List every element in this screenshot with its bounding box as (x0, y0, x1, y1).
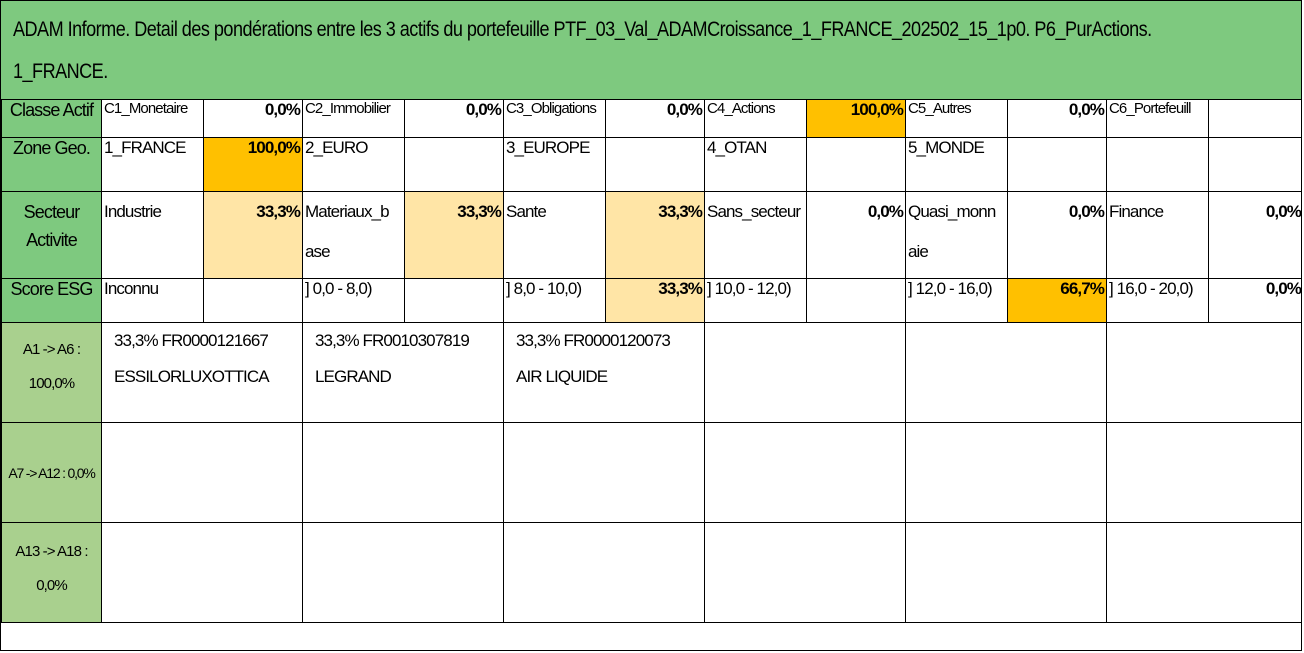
row-header-secteur-l2: Activite (26, 230, 77, 250)
row-header-secteur-l1: Secteur (23, 202, 80, 222)
cell-label[interactable]: ] 12,0 - 16,0) (906, 279, 1008, 323)
cell-value[interactable] (606, 138, 705, 192)
asset-cell-empty[interactable] (906, 523, 1107, 623)
asset-cell-empty[interactable] (705, 423, 906, 523)
cell-label[interactable]: C1_Monetaire (102, 100, 204, 138)
row-zone-geo (2, 138, 1303, 192)
report-title-line2: 1_FRANCE. (13, 60, 108, 83)
asset-cell[interactable] (102, 323, 303, 423)
cell-label-l1: Materiaux_b (305, 202, 389, 221)
row-secteur-activite (2, 192, 1303, 279)
asset-cell-empty[interactable] (906, 423, 1107, 523)
asset-cell-empty[interactable] (906, 323, 1107, 423)
asset-weight-isin: 33,3% FR0000121667 (114, 331, 268, 350)
cell-label-l1: Sante (506, 202, 546, 221)
assets-header-l2: 100,0% (28, 375, 75, 392)
row-assets-a7-a12 (2, 423, 1303, 523)
cell-label-l1: Finance (1109, 202, 1164, 221)
asset-weight-isin: 33,3% FR0000120073 (516, 331, 670, 350)
asset-cell-empty[interactable] (705, 323, 906, 423)
cell-value[interactable] (807, 138, 906, 192)
cell-value[interactable] (405, 138, 504, 192)
cell-label[interactable]: C2_Immobilier (303, 100, 405, 138)
asset-cell-empty[interactable] (504, 523, 705, 623)
cell-label[interactable]: 1_FRANCE (102, 138, 204, 192)
asset-cell-empty[interactable] (504, 423, 705, 523)
cell-value[interactable] (204, 279, 303, 323)
cell-value-highlight[interactable]: 66,7% (1008, 279, 1107, 323)
cell-label[interactable]: C4_Actions (705, 100, 807, 138)
row-header-assets-3[interactable] (2, 523, 102, 623)
cell-label-l1: Quasi_monn (908, 202, 996, 221)
cell-value-highlight[interactable]: 33,3% (204, 192, 303, 279)
cell-value[interactable] (807, 279, 906, 323)
cell-label[interactable] (504, 192, 606, 279)
cell-label-l1: Sans_secteur (707, 202, 801, 221)
asset-cell-empty[interactable] (1107, 423, 1303, 523)
row-classe-actif (2, 100, 1303, 138)
cell-value-highlight[interactable]: 33,3% (405, 192, 504, 279)
asset-name: AIR LIQUIDE (516, 367, 608, 386)
cell-value[interactable]: 0,0% (807, 192, 906, 279)
row-assets-a13-a18 (2, 523, 1303, 623)
assets-header-l1: A7 -> A12 : 0,0% (8, 464, 95, 481)
cell-value[interactable]: 0,0% (204, 100, 303, 138)
row-header-assets-2[interactable] (2, 423, 102, 523)
cell-label-l2: aie (908, 242, 928, 261)
cell-value[interactable] (405, 279, 504, 323)
cell-value[interactable]: 0,0% (606, 100, 705, 138)
cell-label[interactable]: C3_Obligations (504, 100, 606, 138)
asset-cell-empty[interactable] (1107, 523, 1303, 623)
cell-label[interactable]: ] 16,0 - 20,0) (1107, 279, 1209, 323)
cell-label[interactable]: 3_EUROPE (504, 138, 606, 192)
cell-label[interactable] (1107, 138, 1209, 192)
cell-value[interactable] (1008, 138, 1107, 192)
cell-value[interactable]: 0,0% (405, 100, 504, 138)
cell-value-highlight[interactable]: 33,3% (606, 192, 705, 279)
asset-cell[interactable] (504, 323, 705, 423)
row-assets-a1-a6 (2, 323, 1303, 423)
cell-label-l1: Industrie (104, 202, 162, 221)
asset-name: LEGRAND (315, 367, 391, 386)
weights-table (1, 99, 1302, 623)
cell-value[interactable]: 0,0% (1008, 192, 1107, 279)
cell-label[interactable] (303, 192, 405, 279)
asset-cell-empty[interactable] (1107, 323, 1303, 423)
cell-label[interactable]: C6_Portefeuill (1107, 100, 1209, 138)
cell-label[interactable]: ] 8,0 - 10,0) (504, 279, 606, 323)
cell-label[interactable] (705, 192, 807, 279)
report-title-line1: ADAM Informe. Detail des pondérations entre les 3 actifs du portefeuille PTF_03_Val_ADAMCroissance_1_FRANCE_202502_15_1p0. P6_PurActions. (13, 18, 1152, 41)
row-header-classe[interactable]: Classe Actif (2, 100, 102, 138)
cell-label[interactable]: 5_MONDE (906, 138, 1008, 192)
row-header-assets-1[interactable] (2, 323, 102, 423)
cell-value[interactable] (1209, 100, 1303, 138)
row-header-zone[interactable]: Zone Geo. (2, 138, 102, 192)
row-score-esg (2, 279, 1303, 323)
asset-cell-empty[interactable] (705, 523, 906, 623)
asset-weight-isin: 33,3% FR0010307819 (315, 331, 469, 350)
cell-label[interactable] (906, 192, 1008, 279)
cell-label[interactable]: 4_OTAN (705, 138, 807, 192)
row-header-secteur[interactable] (2, 192, 102, 279)
cell-label[interactable]: Inconnu (102, 279, 204, 323)
cell-label[interactable] (102, 192, 204, 279)
cell-label[interactable]: ] 0,0 - 8,0) (303, 279, 405, 323)
assets-header-l1: A1 -> A6 : (22, 341, 81, 358)
asset-cell[interactable] (303, 323, 504, 423)
report-title (1, 1, 1302, 99)
cell-label[interactable]: ] 10,0 - 12,0) (705, 279, 807, 323)
assets-header-l1: A13 -> A18 : (15, 543, 88, 560)
cell-value[interactable]: 0,0% (1008, 100, 1107, 138)
cell-label-l2: ase (305, 242, 330, 261)
assets-header-l2: 0,0% (36, 577, 67, 594)
cell-value[interactable]: 0,0% (1209, 279, 1303, 323)
asset-cell-empty[interactable] (102, 423, 303, 523)
cell-value-highlight[interactable]: 100,0% (807, 100, 906, 138)
cell-value-highlight[interactable]: 33,3% (606, 279, 705, 323)
asset-cell-empty[interactable] (303, 523, 504, 623)
cell-value[interactable]: 0,0% (1209, 192, 1303, 279)
asset-cell-empty[interactable] (303, 423, 504, 523)
cell-label[interactable] (1107, 192, 1209, 279)
cell-label[interactable]: 2_EURO (303, 138, 405, 192)
cell-value[interactable] (1209, 138, 1303, 192)
asset-name: ESSILORLUXOTTICA (114, 367, 269, 386)
cell-label[interactable]: C5_Autres (906, 100, 1008, 138)
asset-cell-empty[interactable] (102, 523, 303, 623)
row-header-esg[interactable]: Score ESG (2, 279, 102, 323)
cell-value-highlight[interactable]: 100,0% (204, 138, 303, 192)
